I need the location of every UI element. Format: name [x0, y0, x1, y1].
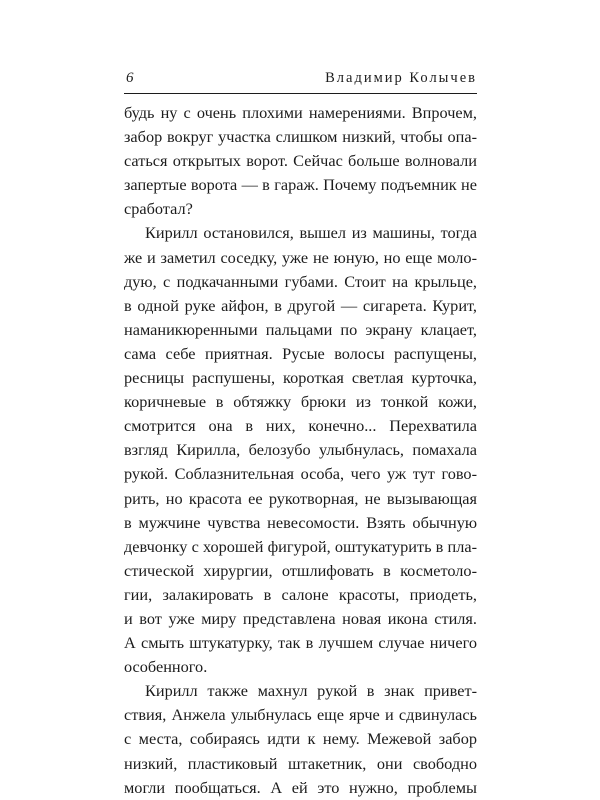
text-line: гии, залакировать в салоне красоты, приодеть, — [124, 584, 477, 604]
text-line: же и заметил соседку, уже не юную, но еще моло- — [124, 247, 477, 267]
text-line: коричневые в обтяжку брюки из тонкой кожи, — [124, 392, 477, 412]
text-line: могли пообщаться. А ей это нужно, проблемы — [124, 777, 477, 797]
text-line: сработал? — [124, 199, 193, 219]
text-line: А смыть штукатурку, так в лучшем случае ничего — [124, 633, 477, 653]
text-line: взгляд Кирилла, белозубо улыбнулась, помахала — [124, 440, 477, 460]
text-line: стической хирургии, отшлифовать в косметоло- — [124, 560, 477, 580]
text-line: рить, но красота ее рукотворная, не вызывающая — [124, 488, 477, 508]
text-line: наманикюренными пальцами по экрану клацает, — [124, 319, 477, 339]
text-line: запертые ворота — в гараж. Почему подъемник не — [124, 175, 477, 195]
text-line: в одной руке айфон, в другой — сигарета. Курит, — [124, 295, 477, 315]
text-line: ресницы распушены, короткая светлая курточка, — [124, 368, 477, 388]
text-line: ствия, Анжела улыбнулась еще ярче и сдвинулась — [124, 705, 477, 725]
running-head-author: Владимир Колычев — [325, 70, 477, 86]
text-line: в мужчине чувства невесомости. Взять обычную — [124, 512, 477, 532]
text-line: сама себе приятная. Русые волосы распущены, — [124, 343, 477, 363]
text-line: с места, собираясь идти к нему. Межевой забор — [124, 729, 477, 749]
text-line: рукой. Соблазнительная особа, чего уж тут гово- — [124, 464, 477, 484]
text-line: будь ну с очень плохими намерениями. Впрочем, — [124, 103, 477, 122]
text-line: особенного. — [124, 657, 208, 677]
page-header — [124, 70, 477, 92]
text-line: смотрится она в них, конечно... Перехватила — [124, 416, 477, 436]
text-line: низкий, пластиковый штакетник, они свободно — [124, 753, 477, 773]
text-line: дую, с подкачанными губами. Стоит на крыльце, — [124, 271, 477, 291]
text-line: забор вокруг участка слишком низкий, чтобы опа- — [124, 127, 477, 147]
text-line: Кирилл остановился, вышел из машины, тогда — [145, 223, 477, 243]
text-line: девчонку с хорошей фигурой, оштукатурить в пла- — [124, 536, 477, 556]
body-text — [124, 101, 477, 800]
text-line: саться открытых ворот. Сейчас больше волновали — [124, 151, 477, 171]
header-rule — [124, 93, 477, 94]
page-number: 6 — [126, 70, 134, 86]
text-line: Кирилл также махнул рукой в знак привет- — [145, 681, 477, 701]
text-line: и вот уже миру представлена новая икона стиля. — [124, 608, 477, 628]
